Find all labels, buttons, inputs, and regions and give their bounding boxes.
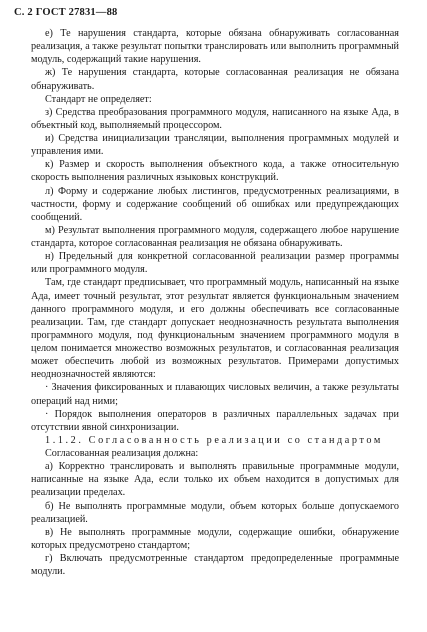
paragraph-b: б) Не выполнять программные модули, объем которых больше допускаемого реализацией. <box>31 500 399 525</box>
bullet-values: · Значения фиксированных и плавающих числовых величин, а также результаты операций над ними; <box>31 382 399 407</box>
paragraph-m: м) Результат выполнения программного модуля, содержащего любое нарушение стандарта, которое согласованная реализация не обязана обнаруживать. <box>31 224 399 249</box>
paragraph-g: г) Включать предусмотренные стандартом предопределенные программные модули. <box>31 553 399 578</box>
paragraph-not-defined: Стандарт не определяет: <box>45 93 152 105</box>
body-text <box>31 27 399 578</box>
paragraph-must: Согласованная реализация должна: <box>45 448 199 459</box>
paragraph-n: н) Предельный для конкретной согласованной реализации размер программы или программного модуля. <box>31 251 399 276</box>
paragraph-v: в) Не выполнять программные модули, содержащие ошибки, обнаружение которых предусмотрено стандартом; <box>31 526 399 551</box>
paragraph-i: и) Средства инициализации трансляции, выполнения программных модулей и управления ими. <box>31 133 399 158</box>
bullet-order: · Порядок выполнения операторов в различных параллельных задачах при отсутствии явной синхронизации. <box>31 408 399 433</box>
paragraph-zh: ж) Те нарушения стандарта, которые согласованная реализация не обязана обнаруживать. <box>31 67 399 92</box>
paragraph-l: л) Форму и содержание любых листингов, предусмотренных реализациями, в частности, форму и содержание сообщений об ошибках или предупреждающих сообщений. <box>31 185 399 223</box>
paragraph-functional-value: Там, где стандарт предписывает, что программный модуль, написанный на языке Ада, имеет точный результат, этот результат является функциональным значением данного программного модуля, и его должны обеспечивать все согласованные реализации. Там, где стандарт допускает неоднозначность результата выполнения программного модуля, под функциональным значением программного модуля в целом понимается множество возможных результатов, и согласованная реализация может обеспечить любой из возможных результатов. Примерами допустимых неоднозначностей являются: <box>31 277 399 381</box>
paragraph-z: з) Средства преобразования программного модуля, написанного на языке Ада, в объектный код, выполняемый процессором. <box>31 106 399 131</box>
paragraph-a: а) Корректно транслировать и выполнять правильные программные модули, написанные на языке Ада, если только их объем находится в допустимых для реализации пределах. <box>31 461 399 499</box>
paragraph-e: е) Те нарушения стандарта, которые обязана обнаруживать согласованная реализация, а также результат попытки транслировать или выполнить программный модуль, содержащий такие нарушения. <box>31 28 399 66</box>
page-header: С. 2 ГОСТ 27831—88 <box>14 7 118 18</box>
section-heading: 1.1.2. Согласованность реализации со стандартом <box>45 434 383 446</box>
paragraph-k: к) Размер и скорость выполнения объектного кода, а также относительную скорость выполнения различных языковых конструкций. <box>31 159 399 184</box>
